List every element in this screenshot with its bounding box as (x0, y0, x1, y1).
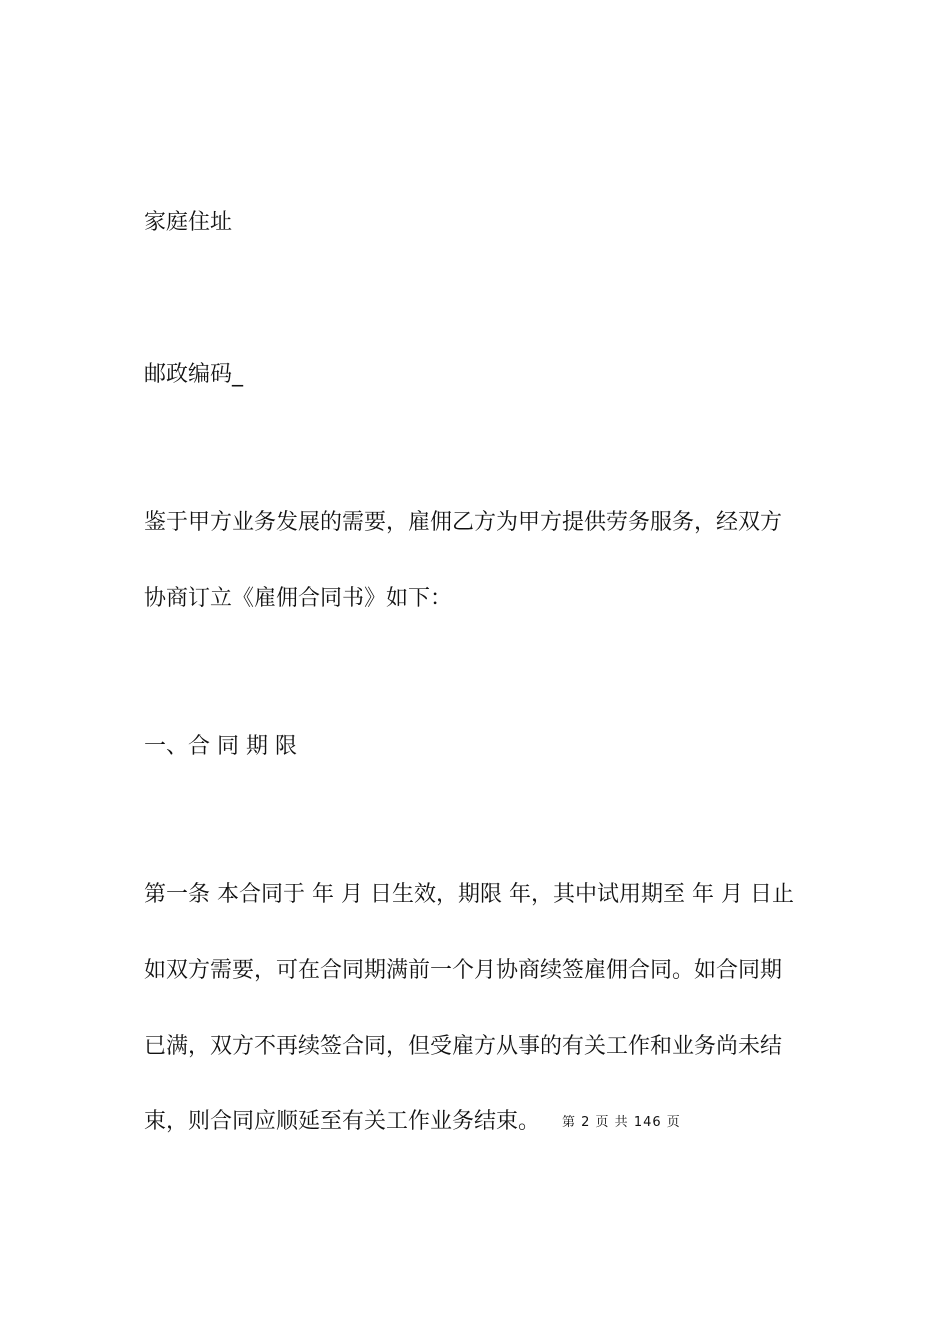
postcode-label: 邮政编码_ (144, 362, 244, 387)
address-label: 家庭住址 (144, 210, 233, 235)
intro-line-1: 鉴于甲方业务发展的需要，雇佣乙方为甲方提供劳务服务，经双方 (144, 510, 783, 535)
intro-line-2: 协商订立《雇佣合同书》如下： (144, 586, 453, 611)
article-line-1: 第一条 本合同于 年 月 日生效，期限 年，其中试用期至 年 月 日止 (144, 882, 794, 907)
article-line-4-wrap (144, 1107, 681, 1138)
article-line-4: 束，则合同应顺延至有关工作业务结束。 (144, 1109, 541, 1134)
page-number: 第 2 页 共 146 页 (562, 1115, 681, 1130)
section-title: 一、合 同 期 限 (144, 734, 297, 759)
article-line-2: 如双方需要，可在合同期满前一个月协商续签雇佣合同。如合同期 (144, 958, 783, 983)
article-line-3: 已满，双方不再续签合同，但受雇方从事的有关工作和业务尚未结 (144, 1034, 783, 1059)
